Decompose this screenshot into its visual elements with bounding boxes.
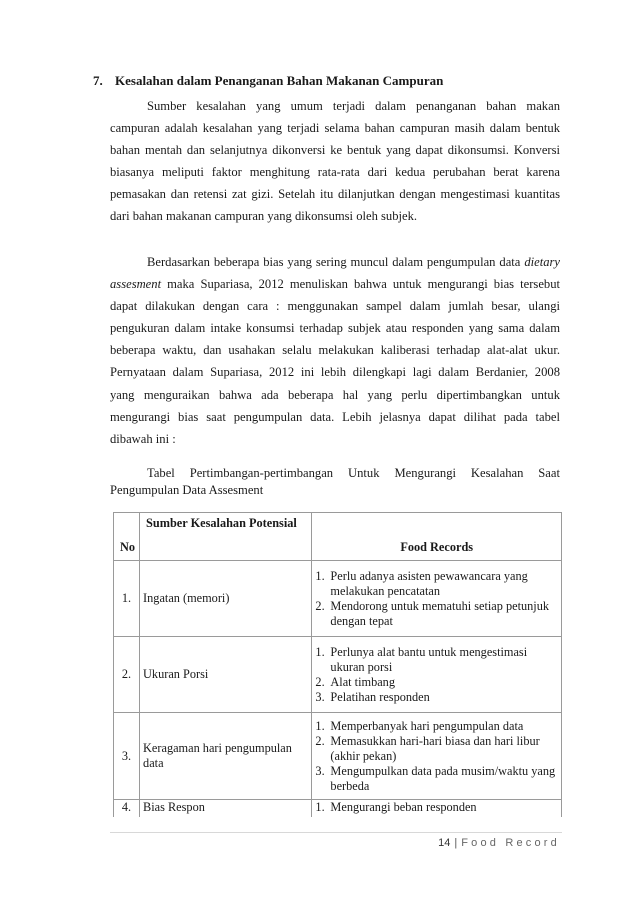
paragraph-line: Sumber kesalahan yang umum terjadi dalam penanganan bahan makan [147,99,560,113]
item-number: 1. [315,718,325,733]
row-food-records [312,637,562,713]
paragraph-line: pengukuran dalam intake konsumsi terhadap subjek atau responden yang sama dalam [110,321,560,336]
item-number: 2. [315,674,325,689]
section-number: 7. [93,73,103,88]
section-title: Kesalahan dalam Penanganan Bahan Makanan Campuran [115,73,444,88]
paragraph-line: yang menguraikan bahwa ada beberapa hal yang perlu dipertimbangkan untuk [110,387,560,402]
item-number: 1. [315,568,325,583]
row-number: 4. [114,800,140,817]
item-number: 2. [315,733,325,748]
list-item [312,734,561,764]
caption-line: Tabel Pertimbangan-pertimbangan Untuk Mengurangi Kesalahan Saat [147,466,560,480]
section-heading [93,73,443,89]
row-number: 3. [114,713,140,800]
item-text: Mengumpulkan data pada musim/waktu yang berbeda [330,763,556,793]
item-number: 3. [315,763,325,778]
table-caption [110,465,560,499]
paragraph-line: dari bahan makanan campuran yang dikonsumsi oleh subjek. [110,209,418,224]
row-food-records [312,800,562,817]
row-source: Ingatan (memori) [140,561,312,637]
item-text: Perlu adanya asisten pewawancara yang melakukan pencatatan [330,568,528,598]
row-source: Bias Respon [140,800,312,817]
paragraph-line [110,273,560,295]
table-row [114,713,562,800]
footer-divider [110,832,562,833]
item-text: Memperbanyak hari pengumpulan data [330,718,524,733]
list-item [312,569,561,599]
table-row [114,800,562,817]
item-text: Mendorong untuk mematuhi setiap petunjuk dengan tepat [330,598,549,628]
item-number: 3. [315,689,325,704]
paragraph-text: Berdasarkan beberapa bias yang sering muncul dalam pengumpulan data [147,255,525,269]
paragraph-line: dibawah ini : [110,431,176,446]
header-no: No [114,513,140,561]
list-item [312,800,561,815]
paragraph-2 [110,251,560,450]
paragraph-line [110,251,560,273]
caption-line: Pengumpulan Data Assesment [110,483,264,497]
item-number: 1. [315,800,325,814]
item-number: 2. [315,598,325,613]
list-item [312,764,561,794]
paragraph-text: maka Supariasa, 2012 menuliskan bahwa untuk mengurangi bias tersebut [161,277,560,292]
italic-term: dietary [524,255,560,269]
item-text: Memasukkan hari-hari biasa dan hari libur (akhir pekan) [330,733,540,763]
paragraph-line: Pernyataan dalam Supariasa, 2012 ini lebih dilengkapi lagi dalam Berdanier, 2008 [110,365,560,380]
item-text: Pelatihan responden [330,689,430,704]
item-number: 1. [315,644,325,659]
paragraph-line: biasanya meliputi faktor menghitung rata-rata dari kedua perubahan berat karena [110,165,560,180]
paragraph-line: beberapa waktu, dan usahakan selalu melakukan kaliberasi terhadap alat-alat ukur. [110,343,560,358]
header-source: Sumber Kesalahan Potensial [140,513,312,561]
row-number: 1. [114,561,140,637]
list-item [312,645,561,675]
paragraph-line: pemasakan dan retensi zat gizi. Setelah itu dilanjutkan dengan mengestimasi kuantitas [110,187,560,202]
list-item [312,690,561,705]
row-source: Keragaman hari pengumpulan data [140,713,312,800]
page-number: 14 [438,837,451,849]
item-text: Perlunya alat bantu untuk mengestimasi ukuran porsi [330,644,528,674]
italic-term: assesment [110,277,162,292]
table-header-row [114,513,562,561]
page-footer [438,837,560,849]
row-food-records [312,713,562,800]
table-row [114,637,562,713]
paragraph-1 [110,95,560,228]
list-item [312,599,561,629]
paragraph-line: campuran adalah kesalahan yang terjadi selama bahan campuran masih dalam bentuk [110,121,560,136]
item-text: Mengurangi beban responden [330,800,477,814]
row-source: Ukuran Porsi [140,637,312,713]
list-item [312,675,561,690]
paragraph-line: bahan mentah dan selanjutnya dikonversi ke bentuk yang dapat dikonsumsi. Konversi [110,143,560,158]
bias-table [113,512,562,817]
list-item [312,719,561,734]
row-food-records [312,561,562,637]
paragraph-line: dapat dilakukan dengan cara : menggunakan sampel dalam jumlah besar, ulangi [110,299,560,314]
item-text: Alat timbang [330,674,395,689]
header-food-records: Food Records [312,513,562,561]
footer-title: Food Record [461,837,560,849]
row-number: 2. [114,637,140,713]
table-row [114,561,562,637]
footer-separator: | [454,837,458,849]
paragraph-line: mengurangi bias saat pengumpulan data. Lebih jelasnya dapat dilihat pada tabel [110,409,560,424]
